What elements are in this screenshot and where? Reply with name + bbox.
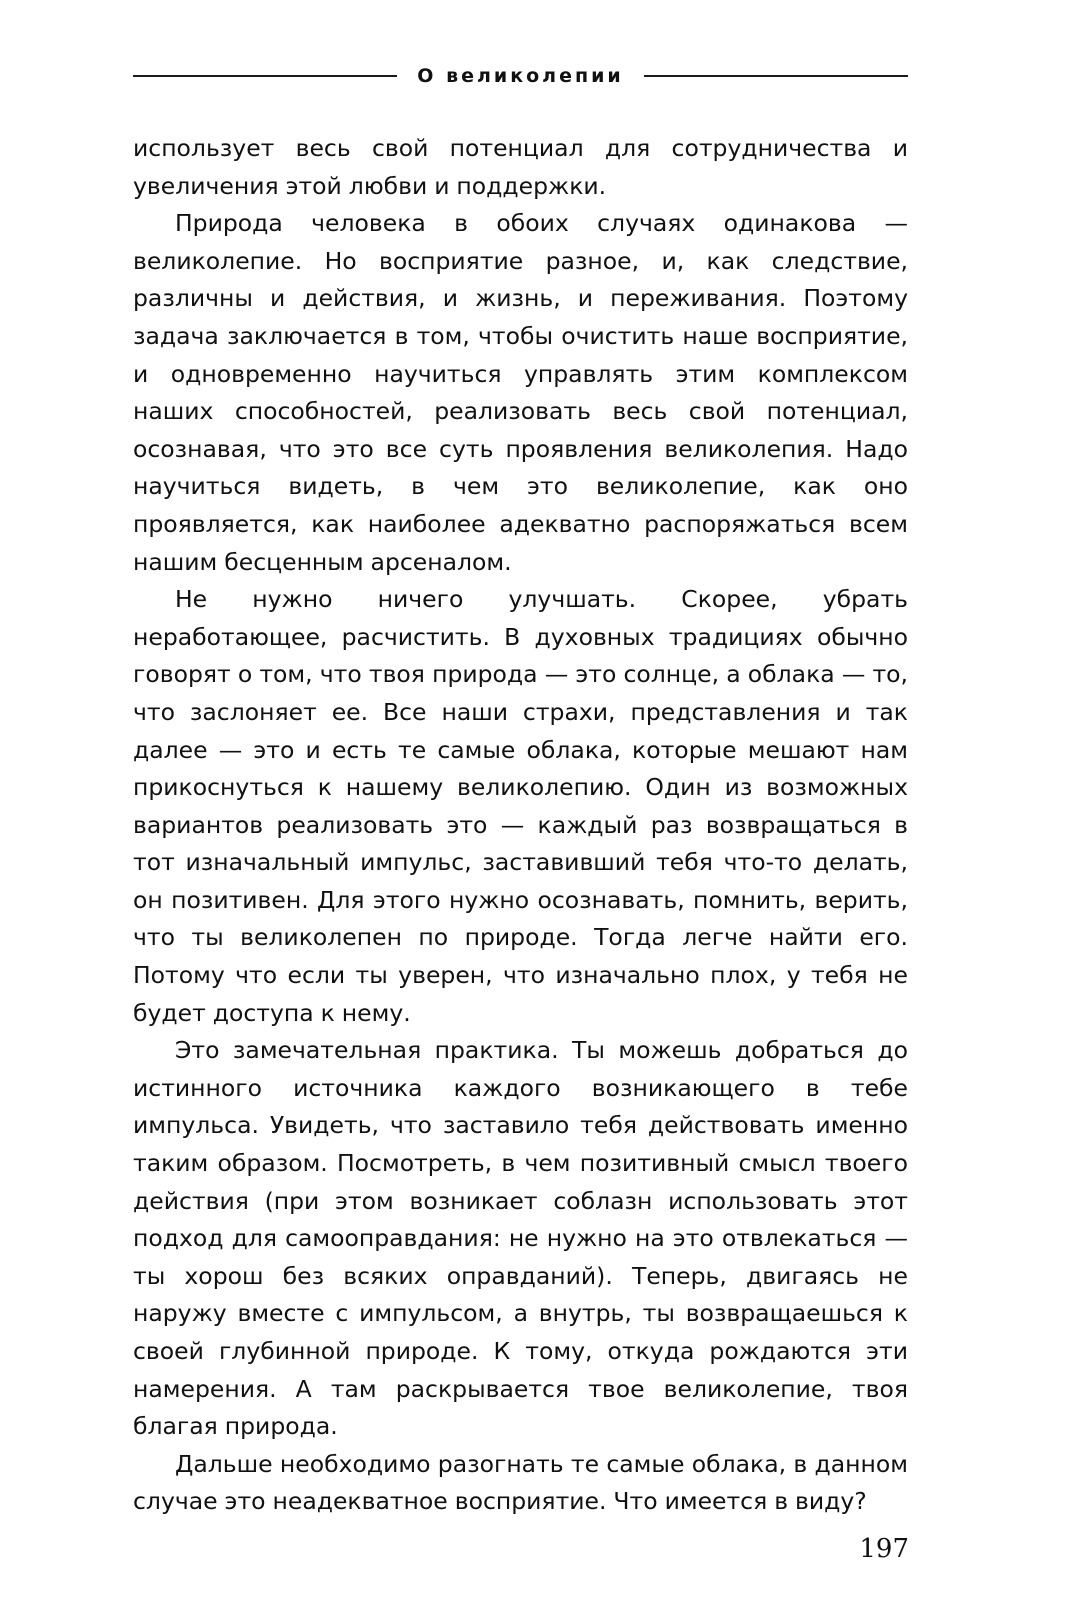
paragraph-continued: использует весь свой потенциал для сотрудничества и увеличения этой любви и поддержки. xyxy=(133,134,908,200)
paragraph: Это замечательная практика. Ты можешь добраться до истинного источника каждого возникающего в тебе импульса. Увидеть, что заставило тебя действовать именно таким образом. Посмотреть, в чем позитивный смысл твоего действия (при этом возникает соблазн использовать этот подход для самооправдания: не нужно на это отвлекаться — ты хорош без всяких оправданий). Теперь, двигаясь не наружу вместе с импульсом, а внутрь, ты возвращаешься к своей глубинной природе. К тому, откуда рождаются эти намерения. А там раскрывается твое великолепие, твоя благая природа. xyxy=(133,1036,908,1441)
header-rule-left xyxy=(133,75,397,77)
page-number: 197 xyxy=(859,1534,909,1564)
header-rule-right xyxy=(644,75,908,77)
page-body xyxy=(133,130,908,1521)
running-header xyxy=(133,60,908,92)
running-header-title: О великолепии xyxy=(417,65,624,87)
paragraph: Дальше необходимо разогнать те самые облака, в данном случае это неадекватное восприятие. Что имеется в виду? xyxy=(133,1449,908,1516)
paragraph: Природа человека в обоих случаях одинакова — великолепие. Но восприятие разное, и, как следствие, различны и действия, и жизнь, и переживания. Поэтому задача заключается в том, чтобы очистить наше восприятие, и одновременно научиться управлять этим комплексом наших способностей, реализовать весь свой потенциал, осознавая, что это все суть проявления великолепия. Надо научиться видеть, в чем это великолепие, как оно проявляется, как наиболее адекватно распоряжаться всем нашим бесценным арсеналом. xyxy=(133,209,908,576)
paragraph: Не нужно ничего улучшать. Скорее, убрать неработающее, расчистить. В духовных традициях обычно говорят о том, что твоя природа — это солнце, а облака — то, что заслоняет ее. Все наши страхи, представления и так далее — это и есть те самые облака, которые мешают нам прикоснуться к нашему великолепию. Один из возможных вариантов реализовать это — каждый раз возвращаться в тот изначальный импульс, заставивший тебя что-то делать, он позитивен. Для этого нужно осознавать, помнить, верить, что ты великолепен по природе. Тогда легче найти его. Потому что если ты уверен, что изначально плох, у тебя не будет доступа к нему. xyxy=(133,585,908,1027)
